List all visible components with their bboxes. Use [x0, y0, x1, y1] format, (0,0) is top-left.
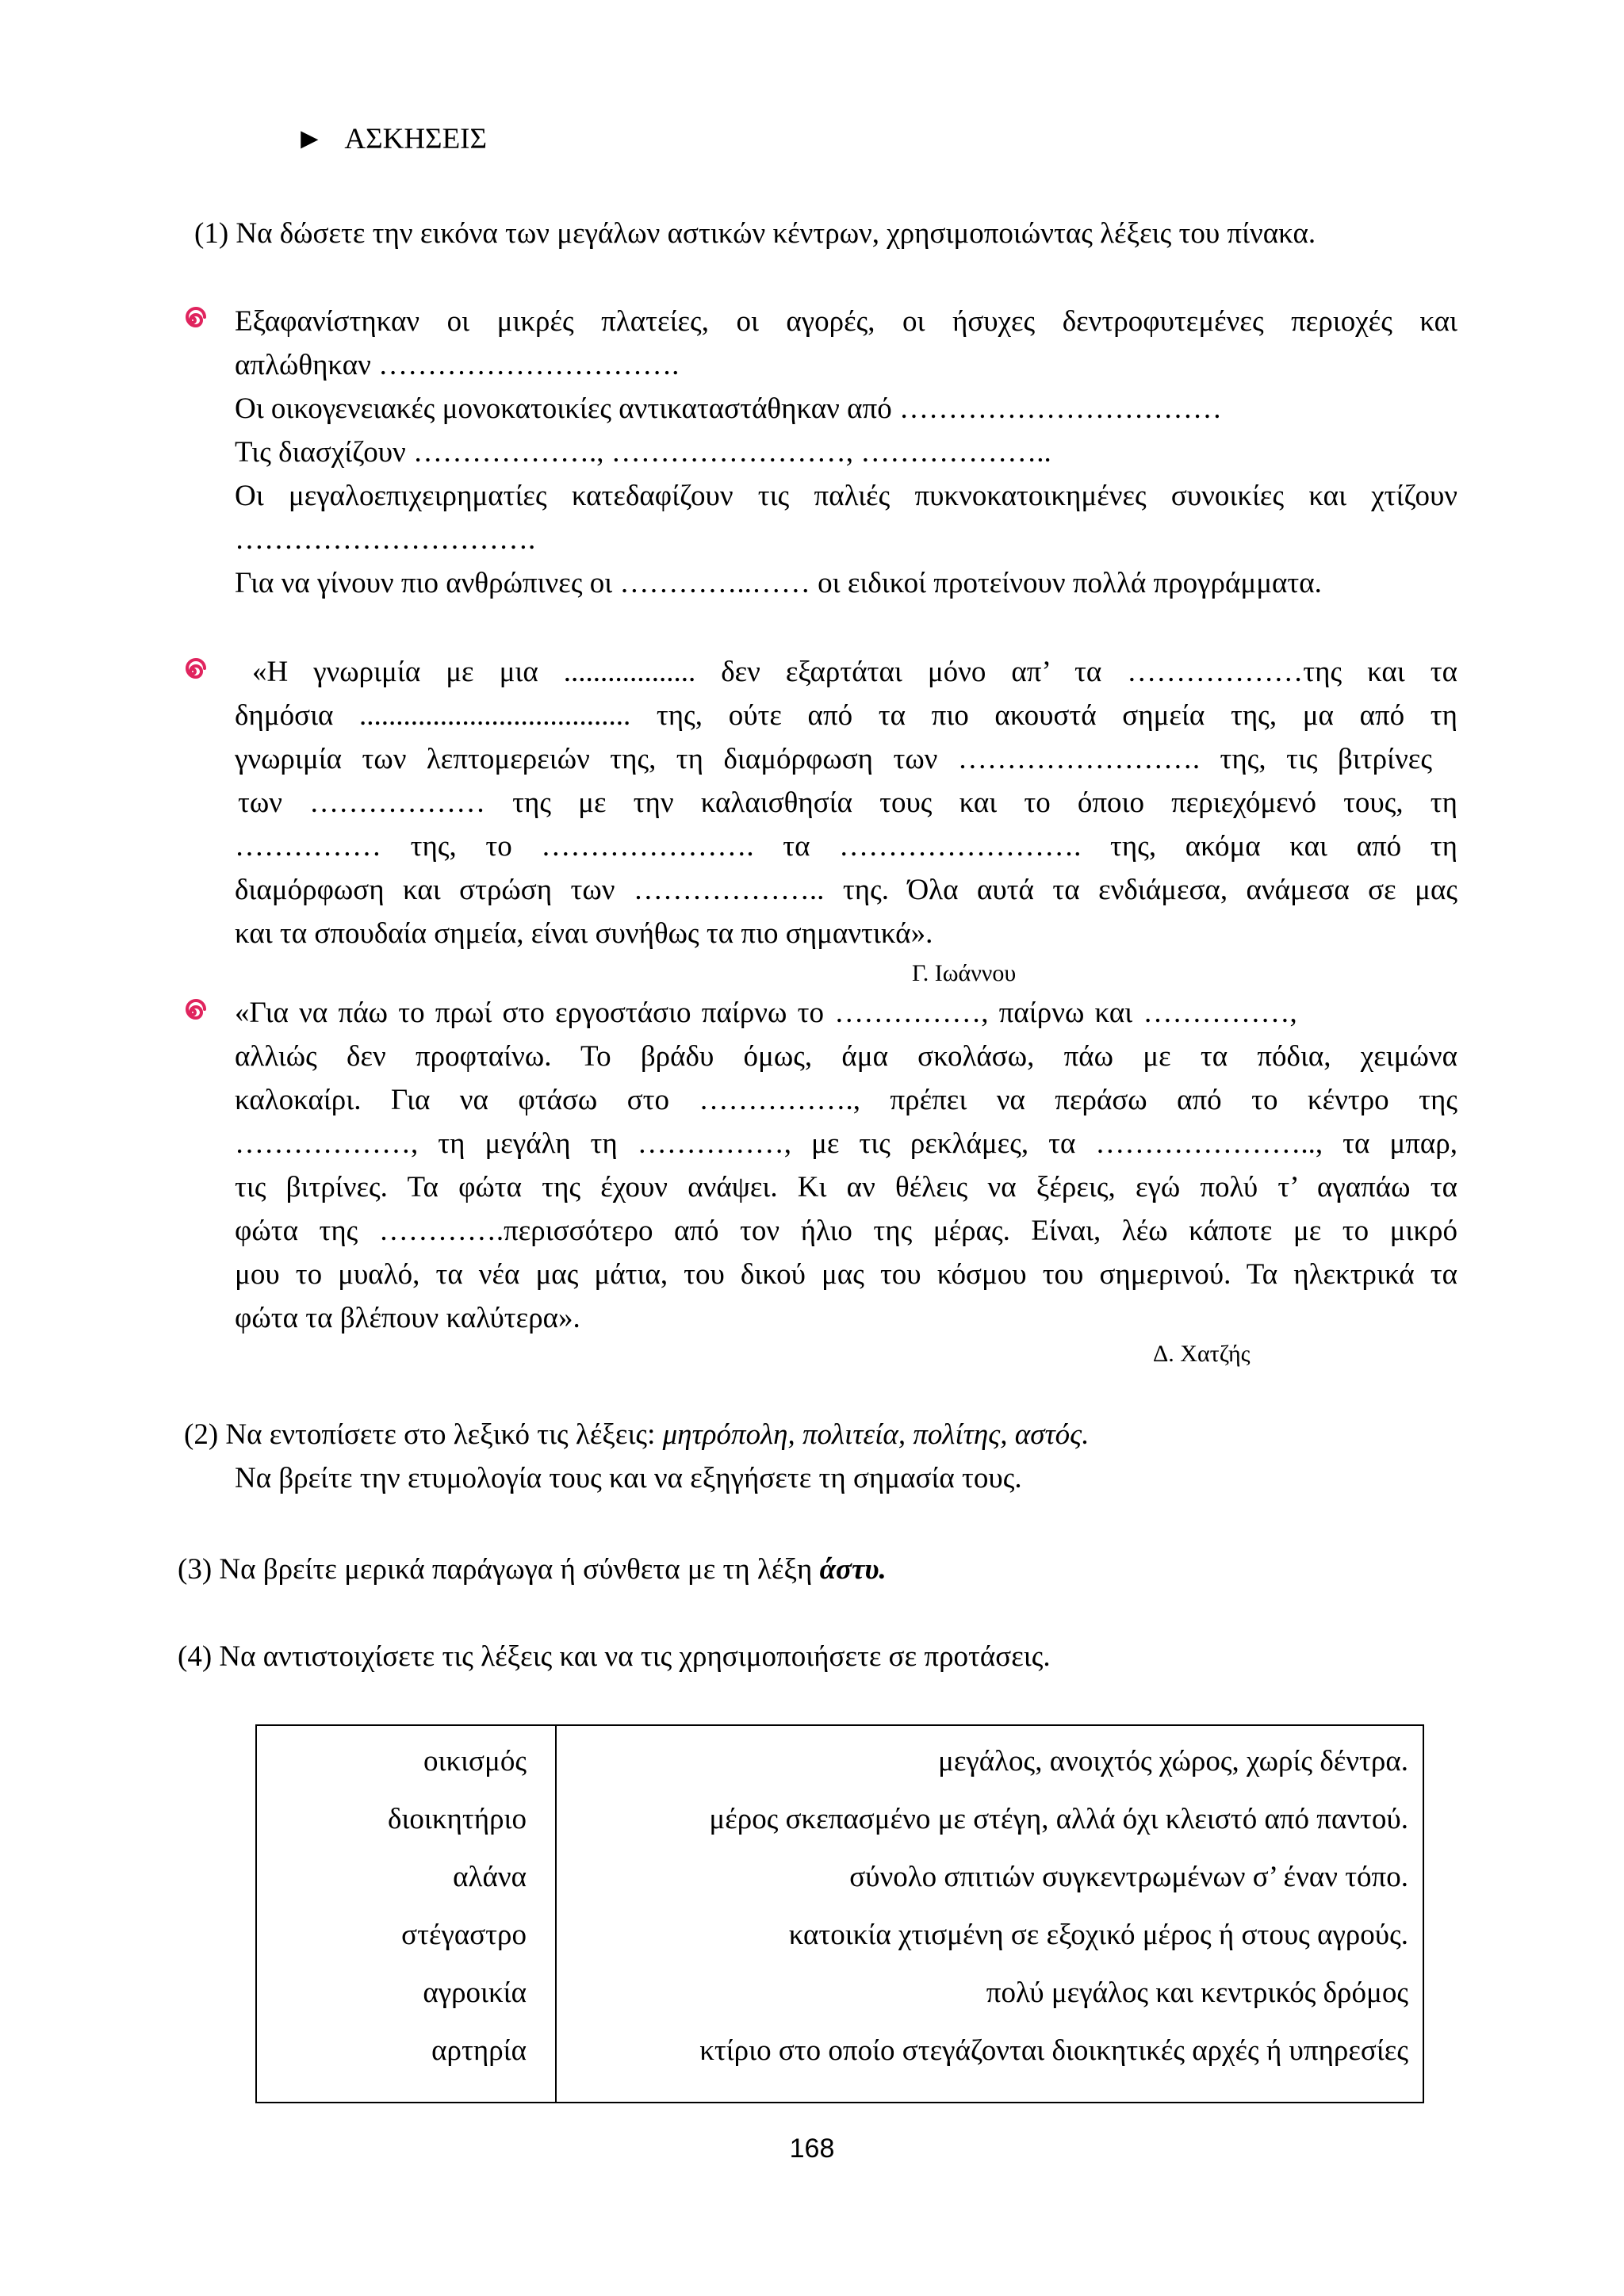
exercise-1-block-2 [235, 650, 1457, 955]
exercise-4-title: (4) Να αντιστοιχίσετε τις λέξεις και να τις χρησιμοποιήσετε σε προτάσεις. [178, 1640, 1051, 1673]
text-line: καλοκαίρι. Για να φτάσω στο ……………., πρέπει να περάσω από το κέντρο της [235, 1084, 1457, 1116]
exercise-2-title [184, 1413, 1089, 1456]
table-term: διοικητήριο [388, 1803, 527, 1835]
spiral-bullet-icon [175, 303, 210, 338]
table-definition: πολύ μεγάλος και κεντρικός δρόμος [986, 1976, 1408, 2009]
exercise-1-title: (1) Να δώσετε την εικόνα των μεγάλων αστικών κέντρων, χρησιμοποιώντας λέξεις του πίνακα. [194, 217, 1316, 250]
spiral-bullet-icon [175, 995, 210, 1030]
table-definition: μέρος σκεπασμένο με στέγη, αλλά όχι κλειστό από παντού. [709, 1803, 1408, 1835]
page-number: 168 [789, 2133, 835, 2164]
text-line: Οι οικογενειακές μονοκατοικίες αντικαταστάθηκαν από …………………………… [235, 392, 1222, 425]
text-line: φώτα τα βλέπουν καλύτερα». [235, 1302, 580, 1334]
section-heading [295, 117, 487, 161]
text-line: ………………, τη μεγάλη τη ……………, με τις ρεκλάμες, τα ………………….., τα μπαρ, [235, 1127, 1457, 1160]
author-attribution: Δ. Χατζής [1153, 1341, 1251, 1367]
text-line: τις βιτρίνες. Τα φώτα της έχουν ανάψει. Κι αν θέλεις να ξέρεις, εγώ πολύ τ’ αγαπάω τα [235, 1171, 1457, 1203]
text-line: δημόσια ..................................... της, ούτε από τα πιο ακουστά σημεία της, μα από τη [235, 699, 1457, 732]
table-term: αρτηρία [431, 2034, 527, 2067]
table-definition: σύνολο σπιτιών συγκεντρωμένων σ’ έναν τόπο. [849, 1861, 1408, 1893]
text-line: απλώθηκαν …………………………. [235, 349, 680, 381]
table-definition: κατοικία χτισμένη σε εξοχικό μέρος ή στους αγρούς. [788, 1919, 1408, 1951]
exercise-1-block-3 [235, 991, 1457, 1340]
table-term: στέγαστρο [401, 1919, 527, 1951]
table-term: οικισμός [423, 1745, 527, 1777]
matching-table [255, 1724, 1424, 2103]
text-line: Για να γίνουν πιο ανθρώπινες οι …………..…… οι ειδικοί προτείνουν πολλά προγράμματα. [235, 567, 1322, 599]
table-definition: κτίριο στο οποίο στεγάζονται διοικητικές αρχές ή υπηρεσίες [699, 2034, 1408, 2067]
exercise-3-word: άστυ. [819, 1553, 887, 1586]
text-line: φώτα της ………….περισσότερο από τον ήλιο της μέρας. Είναι, λέω κάποτε με το μικρό [235, 1215, 1457, 1247]
exercise-1-block-1 [235, 300, 1457, 605]
text-line: Εξαφανίστηκαν οι μικρές πλατείες, οι αγορές, οι ήσυχες δεντροφυτεμένες περιοχές και [235, 305, 1457, 338]
text-line: διαμόρφωση και στρώση των ……………….. της. Όλα αυτά τα ενδιάμεσα, ανάμεσα σε μας [235, 874, 1457, 906]
text-line: αλλιώς δεν προφταίνω. Το βράδυ όμως, άμα σκολάσω, πάω με τα πόδια, χειμώνα [235, 1040, 1457, 1073]
exercise-3-prefix: (3) Να βρείτε μερικά παράγωγα ή σύνθετα με τη λέξη [178, 1553, 820, 1586]
text-line: Τις διασχίζουν ………………., ……………………, ……………….. [235, 436, 1051, 469]
table-term: αλάνα [453, 1861, 527, 1893]
spiral-bullet-icon [175, 654, 210, 689]
exercise-3-title [178, 1548, 887, 1591]
table-right-column [556, 1725, 1423, 2103]
text-line: γνωριμία των λεπτομερειών της, τη διαμόρφωση των ……………………. της, τις βιτρίνες [235, 743, 1432, 775]
text-line: …………… της, το …………………. τα ……………………. της, ακόμα και από τη [235, 830, 1457, 863]
table-left-column [256, 1725, 556, 2103]
exercise-2-prefix: (2) Να εντοπίσετε στο λεξικό τις λέξεις: [184, 1418, 663, 1451]
text-line: «Για να πάω το πρωί στο εργοστάσιο παίρνω το ……………, παίρνω και ……………, [235, 997, 1297, 1029]
text-line: Οι μεγαλοεπιχειρηματίες κατεδαφίζουν τις παλιές πυκνοκατοικημένες συνοικίες και χτίζουν [235, 480, 1457, 512]
text-line: και τα σπουδαία σημεία, είναι συνήθως τα πιο σημαντικά». [235, 917, 933, 950]
author-attribution: Γ. Ιωάννου [912, 960, 1017, 986]
heading-marker: ► [295, 123, 324, 155]
exercise-2-line-2: Να βρείτε την ετυμολογία τους και να εξηγήσετε τη σημασία τους. [235, 1462, 1022, 1494]
text-line: των ……………… της με την καλαισθησία τους και το όποιο περιεχόμενό τους, τη [238, 786, 1457, 819]
table-definition: μεγάλος, ανοιχτός χώρος, χωρίς δέντρα. [938, 1745, 1408, 1777]
table-term: αγροικία [423, 1976, 527, 2009]
exercise-2-words: μητρόπολη, πολιτεία, πολίτης, αστός. [662, 1418, 1090, 1451]
heading-text: ΑΣΚΗΣΕΙΣ [344, 123, 488, 155]
text-line: …………………………. [235, 523, 536, 556]
text-line: «Η γνωριμία με μια .................. δεν εξαρτάται μόνο απ’ τα ………………της και τα [252, 656, 1457, 688]
text-line: μου το μυαλό, τα νέα μας μάτια, του δικού μας του κόσμου του σημερινού. Τα ηλεκτρικά τα [235, 1258, 1457, 1291]
